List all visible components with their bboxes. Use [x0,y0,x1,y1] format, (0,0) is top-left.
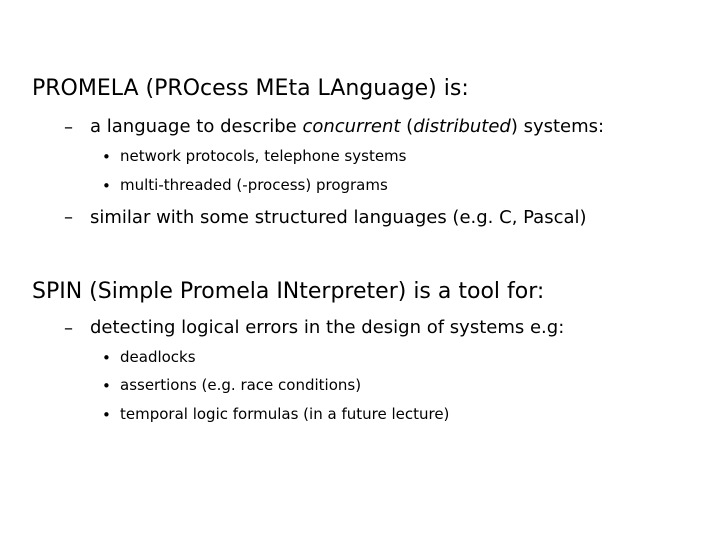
spin-subitem-1: deadlocks [120,348,196,366]
promela-subitem-2: multi-threaded (-process) programs [120,176,388,194]
spin-item-1: detecting logical errors in the design of systems e.g: [90,317,565,338]
dot-bullet: • [102,148,111,166]
promela-item-2: similar with some structured languages (e.g. C, Pascal) [90,207,587,228]
dot-bullet: • [102,377,111,395]
promela-heading: PROMELA (PROcess MEta LAnguage) is: [32,76,469,101]
dash-bullet: – [64,318,73,339]
promela-subitem-1: network protocols, telephone systems [120,147,407,165]
concurrent-emphasis: concurrent [302,116,401,137]
promela-item-1: a language to describe concurrent (distributed) systems: [90,116,605,137]
dot-bullet: • [102,177,111,195]
distributed-emphasis: distributed [413,116,511,137]
spin-subitem-3: temporal logic formulas (in a future lecture) [120,405,450,423]
spin-heading: SPIN (Simple Promela INterpreter) is a tool for: [32,279,545,304]
dot-bullet: • [102,349,111,367]
dash-bullet: – [64,207,73,228]
spin-subitem-2: assertions (e.g. race conditions) [120,376,362,394]
dot-bullet: • [102,406,111,424]
dash-bullet: – [64,117,73,138]
